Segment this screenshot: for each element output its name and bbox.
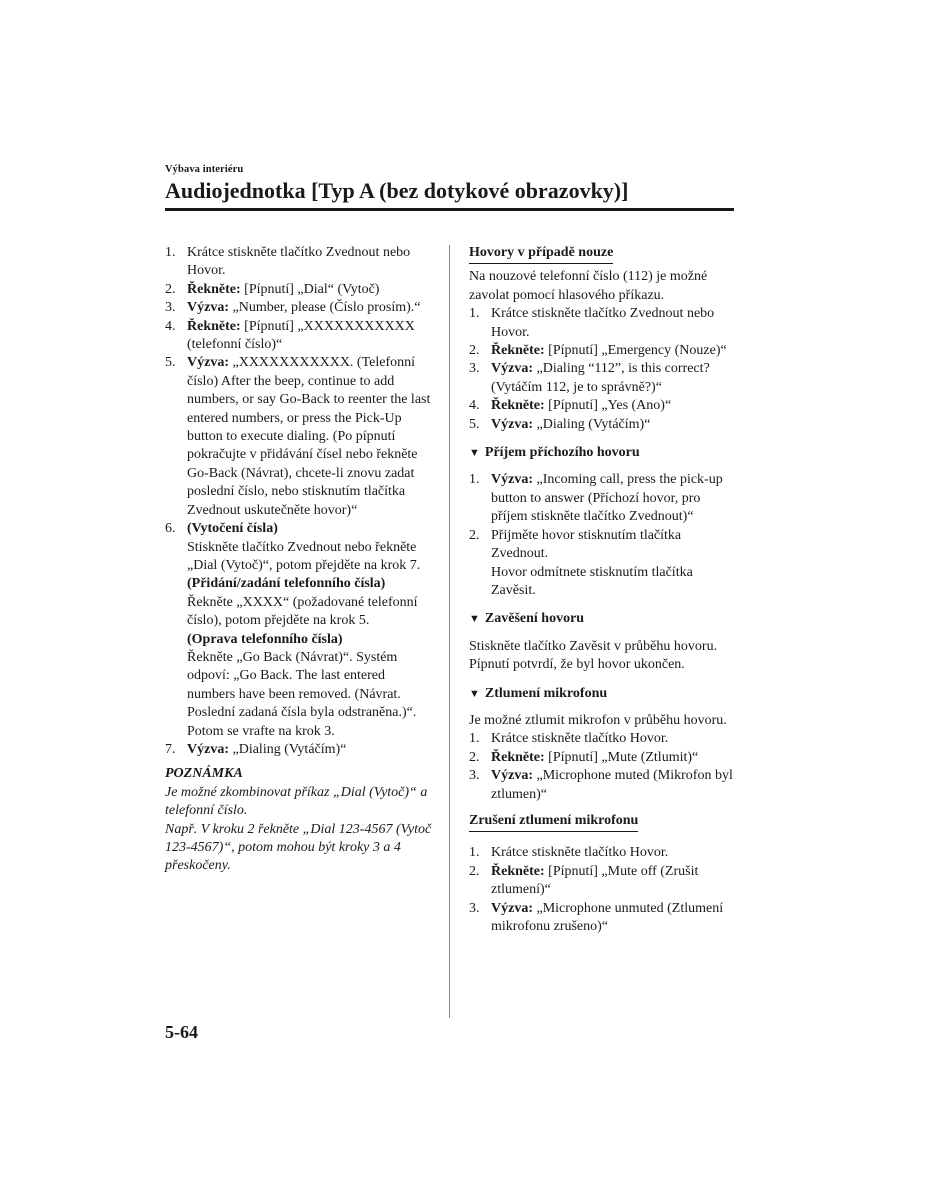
unmute-heading: Zrušení ztlumení mikrofonu xyxy=(469,812,638,832)
section-label: Výbava interiéru xyxy=(165,164,244,175)
step-text: [Pípnutí] „Mute off (Zrušit ztlumení)“ xyxy=(491,863,699,898)
step-content xyxy=(491,749,737,767)
step-label: Řekněte: xyxy=(491,749,545,765)
emergency-heading: Hovory v případě nouze xyxy=(469,244,613,264)
incoming-heading: Příjem příchozího hovoru xyxy=(484,445,640,461)
emergency-step-2 xyxy=(469,342,737,360)
step-text: „Dialing (Vytáčím)“ xyxy=(229,741,347,757)
reject-text: Hovor odmítnete stisknutím tlačítka Zavěsit. xyxy=(491,564,693,598)
step-number: 1. xyxy=(165,245,176,260)
step-number: 2. xyxy=(165,281,176,297)
step-3 xyxy=(165,299,433,317)
page-title: Audiojednotka [Typ A (bez dotykové obrazovky)] xyxy=(165,178,629,203)
step-label: (Vytočení čísla) xyxy=(187,521,278,537)
step-6 xyxy=(165,520,433,538)
step-number: 5. xyxy=(165,355,176,371)
fix-number-heading: (Oprava telefonního čísla) xyxy=(187,631,343,647)
step-number: 2. xyxy=(469,863,480,879)
step-number: 6. xyxy=(165,521,176,537)
step-number: 2. xyxy=(469,343,480,359)
emergency-step-5 xyxy=(469,416,737,434)
step-text: „Incoming call, press the pick-up button to answer (Příchozí hovor, pro příjem stiskněte tlačítko Zvednout)“ xyxy=(491,472,723,525)
step-label: Řekněte: xyxy=(187,318,241,334)
step-content xyxy=(491,767,737,804)
step-text: [Pípnutí] „Dial“ (Vytoč) xyxy=(240,281,380,297)
step-content xyxy=(187,281,433,299)
fix-number-text: Řekněte „Go Back (Návrat)“. Systém odpoví: „Go Back. The last entered numbers have been removed. (Návrat. Poslední zadaná čísla byla odstraněna.)“. Potom se vrafte na krok 3. xyxy=(187,649,417,739)
step-text: „Dialing “112”, is this correct? (Vytáčím 112, je to správně?)“ xyxy=(491,361,710,395)
step-text: „Number, please (Číslo prosím).“ xyxy=(229,300,421,316)
incoming-heading-row xyxy=(469,444,737,462)
step-number: 1. xyxy=(469,306,480,322)
step-content xyxy=(491,342,737,360)
step-label: Výzva: xyxy=(491,768,533,784)
step-text: Přijměte hovor stisknutím tlačítka Zvednout. xyxy=(491,527,682,562)
note xyxy=(165,765,433,875)
step-text: „XXXXXXXXXXX. (Telefonní číslo) After the beep, continue to add numbers, or say Go-Back to reenter the last entered numbers, or press the Pick-Up button to execute dialing. (Po pípnutí pokračujte v přidávání čísel nebo řekněte Go-Back (Návrat), chcete-li znovu zadat poslední číslo, nebo stisknutím tlačítka Zvednout uskutečněte hovor)“ xyxy=(187,355,431,518)
emergency-step-4 xyxy=(469,397,737,415)
unmute-step-2 xyxy=(469,863,737,900)
step-content xyxy=(491,416,737,434)
step-label: Řekněte: xyxy=(491,398,545,414)
note-text: Např. V kroku 2 řekněte „Dial 123-4567 (Vytoč 123-4567)“, potom mohou být kroky 3 a 4 přeskočeny. xyxy=(165,821,432,874)
unmute-step-1 xyxy=(469,844,737,862)
add-number-heading: (Přidání/zadání telefonního čísla) xyxy=(187,576,386,592)
step-number: 2. xyxy=(469,527,480,543)
step-number: 2. xyxy=(469,749,480,765)
step-text: Krátce stiskněte tlačítko Zvednout nebo Hovor. xyxy=(187,245,411,279)
add-number-text: Řekněte „XXXX“ (požadované telefonní číslo), potom přejděte na krok 5. xyxy=(187,594,418,629)
hangup-heading-row xyxy=(469,610,737,628)
mute-step-3 xyxy=(469,767,737,804)
triangle-down-icon: ▼ xyxy=(469,447,480,460)
step-text: [Pípnutí] „XXXXXXXXXXX (telefonní číslo)“ xyxy=(187,318,415,353)
step-number: 3. xyxy=(469,768,480,784)
dial-text: Stiskněte tlačítko Zvednout nebo řekněte „Dial (Vytoč)“, potom přejděte na krok 7. xyxy=(187,539,421,573)
step-7 xyxy=(165,741,433,759)
step-2 xyxy=(165,281,433,299)
step-number: 4. xyxy=(165,318,176,334)
step-label: Výzva: xyxy=(491,361,533,377)
mute-step-2 xyxy=(469,749,737,767)
step-number: 3. xyxy=(469,900,480,916)
step-label: Výzva: xyxy=(491,416,533,432)
step-number: 3. xyxy=(165,300,176,316)
step-content xyxy=(491,471,737,526)
step-content xyxy=(187,741,433,759)
step-label: Výzva: xyxy=(491,472,533,488)
step-1 xyxy=(165,244,433,281)
triangle-down-icon: ▼ xyxy=(469,687,480,700)
right-column xyxy=(469,244,737,936)
step-number: 7. xyxy=(165,741,176,757)
step-content xyxy=(491,863,737,900)
step-text: Krátce stiskněte tlačítko Zvednout nebo Hovor. xyxy=(491,306,715,340)
title-rule xyxy=(165,208,734,211)
step-label: Výzva: xyxy=(187,355,229,371)
step-content xyxy=(491,397,737,415)
step-content xyxy=(491,900,737,937)
mute-heading-row xyxy=(469,685,737,703)
step-5 xyxy=(165,354,433,520)
step-number: 5. xyxy=(469,416,480,432)
step-label: Řekněte: xyxy=(187,281,241,297)
mute-heading: Ztlumení mikrofonu xyxy=(484,685,608,701)
step-text: Krátce stiskněte tlačítko Hovor. xyxy=(491,731,669,747)
step-text: „Dialing (Vytáčím)“ xyxy=(533,416,651,432)
hangup-heading: Zavěšení hovoru xyxy=(484,611,585,627)
step-number: 1. xyxy=(469,845,480,861)
unmute-step-3 xyxy=(469,900,737,937)
step-text: [Pípnutí] „Mute (Ztlumit)“ xyxy=(544,749,699,765)
step-content xyxy=(187,299,433,317)
step-content xyxy=(187,354,433,520)
mute-step-1 xyxy=(469,730,737,748)
triangle-down-icon: ▼ xyxy=(469,613,480,626)
step-number: 3. xyxy=(469,361,480,377)
step-content xyxy=(491,360,737,397)
step-4 xyxy=(165,318,433,355)
step-number: 1. xyxy=(469,472,480,488)
emergency-step-1 xyxy=(469,305,737,342)
step-label: Řekněte: xyxy=(491,863,545,879)
note-text: Je možné zkombinovat příkaz „Dial (Vytoč)“ a telefonní číslo. xyxy=(165,784,428,819)
step-text: [Pípnutí] „Emergency (Nouze)“ xyxy=(544,343,727,359)
step-6-details xyxy=(187,539,433,741)
left-column xyxy=(165,244,433,876)
hangup-text: Stiskněte tlačítko Zavěsit v průběhu hovoru. Pípnutí potvrdí, že byl hovor ukončen. xyxy=(469,638,718,673)
step-text: „Microphone unmuted (Ztlumení mikrofonu zrušeno)“ xyxy=(491,900,724,934)
step-label: Výzva: xyxy=(187,741,229,757)
note-title: POZNÁMKA xyxy=(165,766,243,782)
column-divider xyxy=(449,245,450,1018)
step-text: [Pípnutí] „Yes (Ano)“ xyxy=(544,398,672,414)
incoming-step-1 xyxy=(469,471,737,526)
page-number: 5-64 xyxy=(165,1022,198,1042)
step-text: Krátce stiskněte tlačítko Hovor. xyxy=(491,845,669,861)
emergency-intro: Na nouzové telefonní číslo (112) je možné zavolat pomocí hlasového příkazu. xyxy=(469,269,708,303)
step-content xyxy=(187,318,433,355)
emergency-step-3 xyxy=(469,360,737,397)
step-number: 1. xyxy=(469,731,480,747)
step-text: „Microphone muted (Mikrofon byl ztlumen)“ xyxy=(491,768,733,802)
step-label: Řekněte: xyxy=(491,343,545,359)
step-number: 4. xyxy=(469,398,480,414)
step-label: Výzva: xyxy=(491,900,533,916)
mute-intro: Je možné ztlumit mikrofon v průběhu hovoru. xyxy=(469,712,727,728)
incoming-step-2 xyxy=(469,527,737,564)
step-label: Výzva: xyxy=(187,300,229,316)
